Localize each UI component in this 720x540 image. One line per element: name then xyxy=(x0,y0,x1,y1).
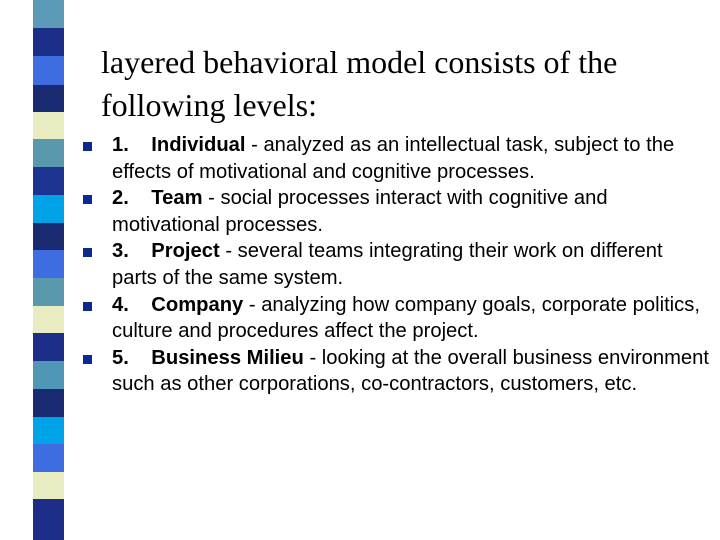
list-item xyxy=(83,185,713,238)
stripe-segment xyxy=(33,139,64,167)
stripe-segment xyxy=(33,56,64,85)
item-term: Company xyxy=(151,293,244,316)
stripe-segment xyxy=(33,28,64,56)
list-item xyxy=(83,238,713,291)
stripe-segment xyxy=(33,389,64,417)
list-item xyxy=(83,345,713,398)
stripe-segment xyxy=(33,112,64,139)
item-term: Project xyxy=(151,240,220,263)
list-item xyxy=(83,292,713,345)
stripe-segment xyxy=(33,306,64,333)
stripe-segment xyxy=(33,333,64,361)
stripe-segment xyxy=(33,499,64,540)
bullet-square-icon xyxy=(83,355,92,364)
stripe-segment xyxy=(33,85,64,112)
stripe-segment xyxy=(33,278,64,306)
bullet-square-icon xyxy=(83,302,92,311)
item-number: 3. xyxy=(112,240,129,263)
item-description: - analyzing how company goals, corporate politics, culture and procedures affect the project. xyxy=(112,293,700,343)
item-number: 4. xyxy=(112,293,129,316)
decorative-stripe xyxy=(33,0,64,540)
item-number: 5. xyxy=(112,346,129,369)
stripe-segment xyxy=(33,361,64,389)
stripe-segment xyxy=(33,0,64,28)
item-description: - looking at the overall business environment such as other corporations, co-contractors, customers, etc. xyxy=(112,346,709,396)
item-description: - analyzed as an intellectual task, subject to the effects of motivational and cognitive processes. xyxy=(112,134,675,183)
bullet-square-icon xyxy=(83,195,92,204)
item-term: Individual xyxy=(151,134,246,156)
item-description: - social processes interact with cognitive and motivational processes. xyxy=(112,187,608,236)
list-item xyxy=(83,132,713,185)
stripe-segment xyxy=(33,195,64,223)
stripe-segment xyxy=(33,444,64,472)
item-number: 1. xyxy=(112,134,129,156)
stripe-segment xyxy=(33,223,64,250)
item-term: Team xyxy=(151,187,203,210)
stripe-segment xyxy=(33,417,64,444)
item-number: 2. xyxy=(112,187,129,210)
stripe-segment xyxy=(33,472,64,499)
bullet-square-icon xyxy=(83,248,92,257)
item-term: Business Milieu xyxy=(151,346,304,369)
bullet-square-icon xyxy=(83,142,92,151)
bullet-list xyxy=(83,132,713,398)
stripe-segment xyxy=(33,167,64,195)
slide-title: layered behavioral model consists of the following levels: xyxy=(101,44,618,123)
item-description: - several teams integrating their work on different parts of the same system. xyxy=(112,240,663,289)
stripe-segment xyxy=(33,250,64,278)
